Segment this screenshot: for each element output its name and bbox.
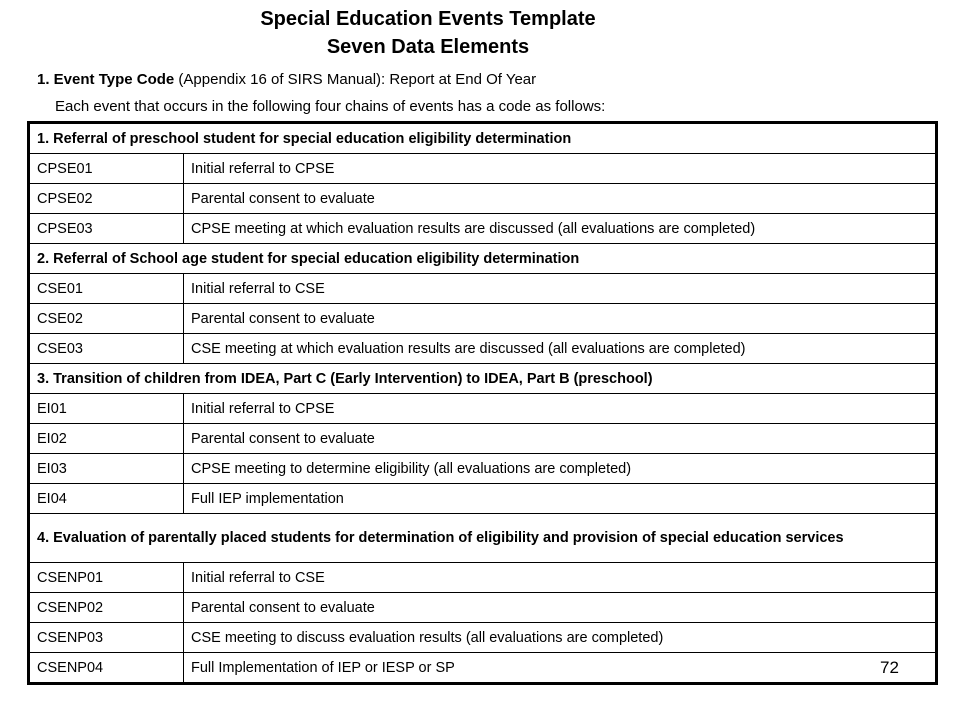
event-description-cell: Parental consent to evaluate [184, 424, 937, 454]
event-description-cell: Initial referral to CSE [184, 274, 937, 304]
event-description-cell: Parental consent to evaluate [184, 184, 937, 214]
table-row [29, 184, 937, 214]
page-subtitle: Seven Data Elements [326, 36, 530, 58]
event-code-cell: CSENP02 [29, 593, 184, 623]
event-code-cell: CSENP01 [29, 563, 184, 593]
event-code-cell: CSE01 [29, 274, 184, 304]
event-code-cell: CPSE01 [29, 154, 184, 184]
table-row [29, 154, 937, 184]
section-heading-row [29, 364, 937, 394]
table-row [29, 563, 937, 593]
table-row [29, 214, 937, 244]
event-description-cell: CSE meeting to discuss evaluation results (all evaluations are completed) [184, 623, 937, 653]
section-heading-row [29, 123, 937, 154]
event-description-cell: Initial referral to CPSE [184, 154, 937, 184]
event-description-cell: Full IEP implementation [184, 484, 937, 514]
table-row [29, 424, 937, 454]
table-row [29, 484, 937, 514]
event-description-cell: Initial referral to CPSE [184, 394, 937, 424]
event-description-cell: CPSE meeting to determine eligibility (all evaluations are completed) [184, 454, 937, 484]
section-heading: 1. Referral of preschool student for special education eligibility determination [29, 123, 937, 154]
event-codes-table [27, 121, 938, 685]
event-description-cell: Initial referral to CSE [184, 563, 937, 593]
event-code-cell: CSE02 [29, 304, 184, 334]
event-code-cell: CPSE03 [29, 214, 184, 244]
event-code-cell: EI02 [29, 424, 184, 454]
event-description-cell: Parental consent to evaluate [184, 593, 937, 623]
page-title: Special Education Events Template [260, 8, 596, 30]
table-row [29, 623, 937, 653]
event-code-cell: CSENP03 [29, 623, 184, 653]
table-row [29, 394, 937, 424]
intro-line-1 [37, 71, 536, 89]
table-row [29, 334, 937, 364]
event-code-cell: EI04 [29, 484, 184, 514]
event-code-cell: EI01 [29, 394, 184, 424]
table-row [29, 593, 937, 623]
event-description-cell: Parental consent to evaluate [184, 304, 937, 334]
table-row [29, 304, 937, 334]
intro-label: 1. Event Type Code [37, 71, 175, 88]
section-heading-row [29, 514, 937, 563]
event-codes-table-body [29, 123, 937, 684]
event-description-cell: CSE meeting at which evaluation results are discussed (all evaluations are completed) [184, 334, 937, 364]
section-heading: 3. Transition of children from IDEA, Part C (Early Intervention) to IDEA, Part B (preschool) [29, 364, 937, 394]
intro-text: (Appendix 16 of SIRS Manual): Report at End Of Year [174, 71, 537, 88]
event-code-cell: CPSE02 [29, 184, 184, 214]
event-description-cell: Full Implementation of IEP or IESP or SP [184, 653, 937, 684]
intro-line-2: Each event that occurs in the following four chains of events has a code as follows: [55, 98, 606, 115]
page-number: 72 [880, 658, 899, 677]
event-code-cell: CSENP04 [29, 653, 184, 684]
section-heading: 2. Referral of School age student for special education eligibility determination [29, 244, 937, 274]
table-row [29, 653, 937, 684]
event-description-cell: CPSE meeting at which evaluation results are discussed (all evaluations are completed) [184, 214, 937, 244]
event-code-cell: CSE03 [29, 334, 184, 364]
table-row [29, 274, 937, 304]
table-row [29, 454, 937, 484]
section-heading: 4. Evaluation of parentally placed students for determination of eligibility and provision of special education services [29, 514, 937, 563]
event-code-cell: EI03 [29, 454, 184, 484]
section-heading-row [29, 244, 937, 274]
